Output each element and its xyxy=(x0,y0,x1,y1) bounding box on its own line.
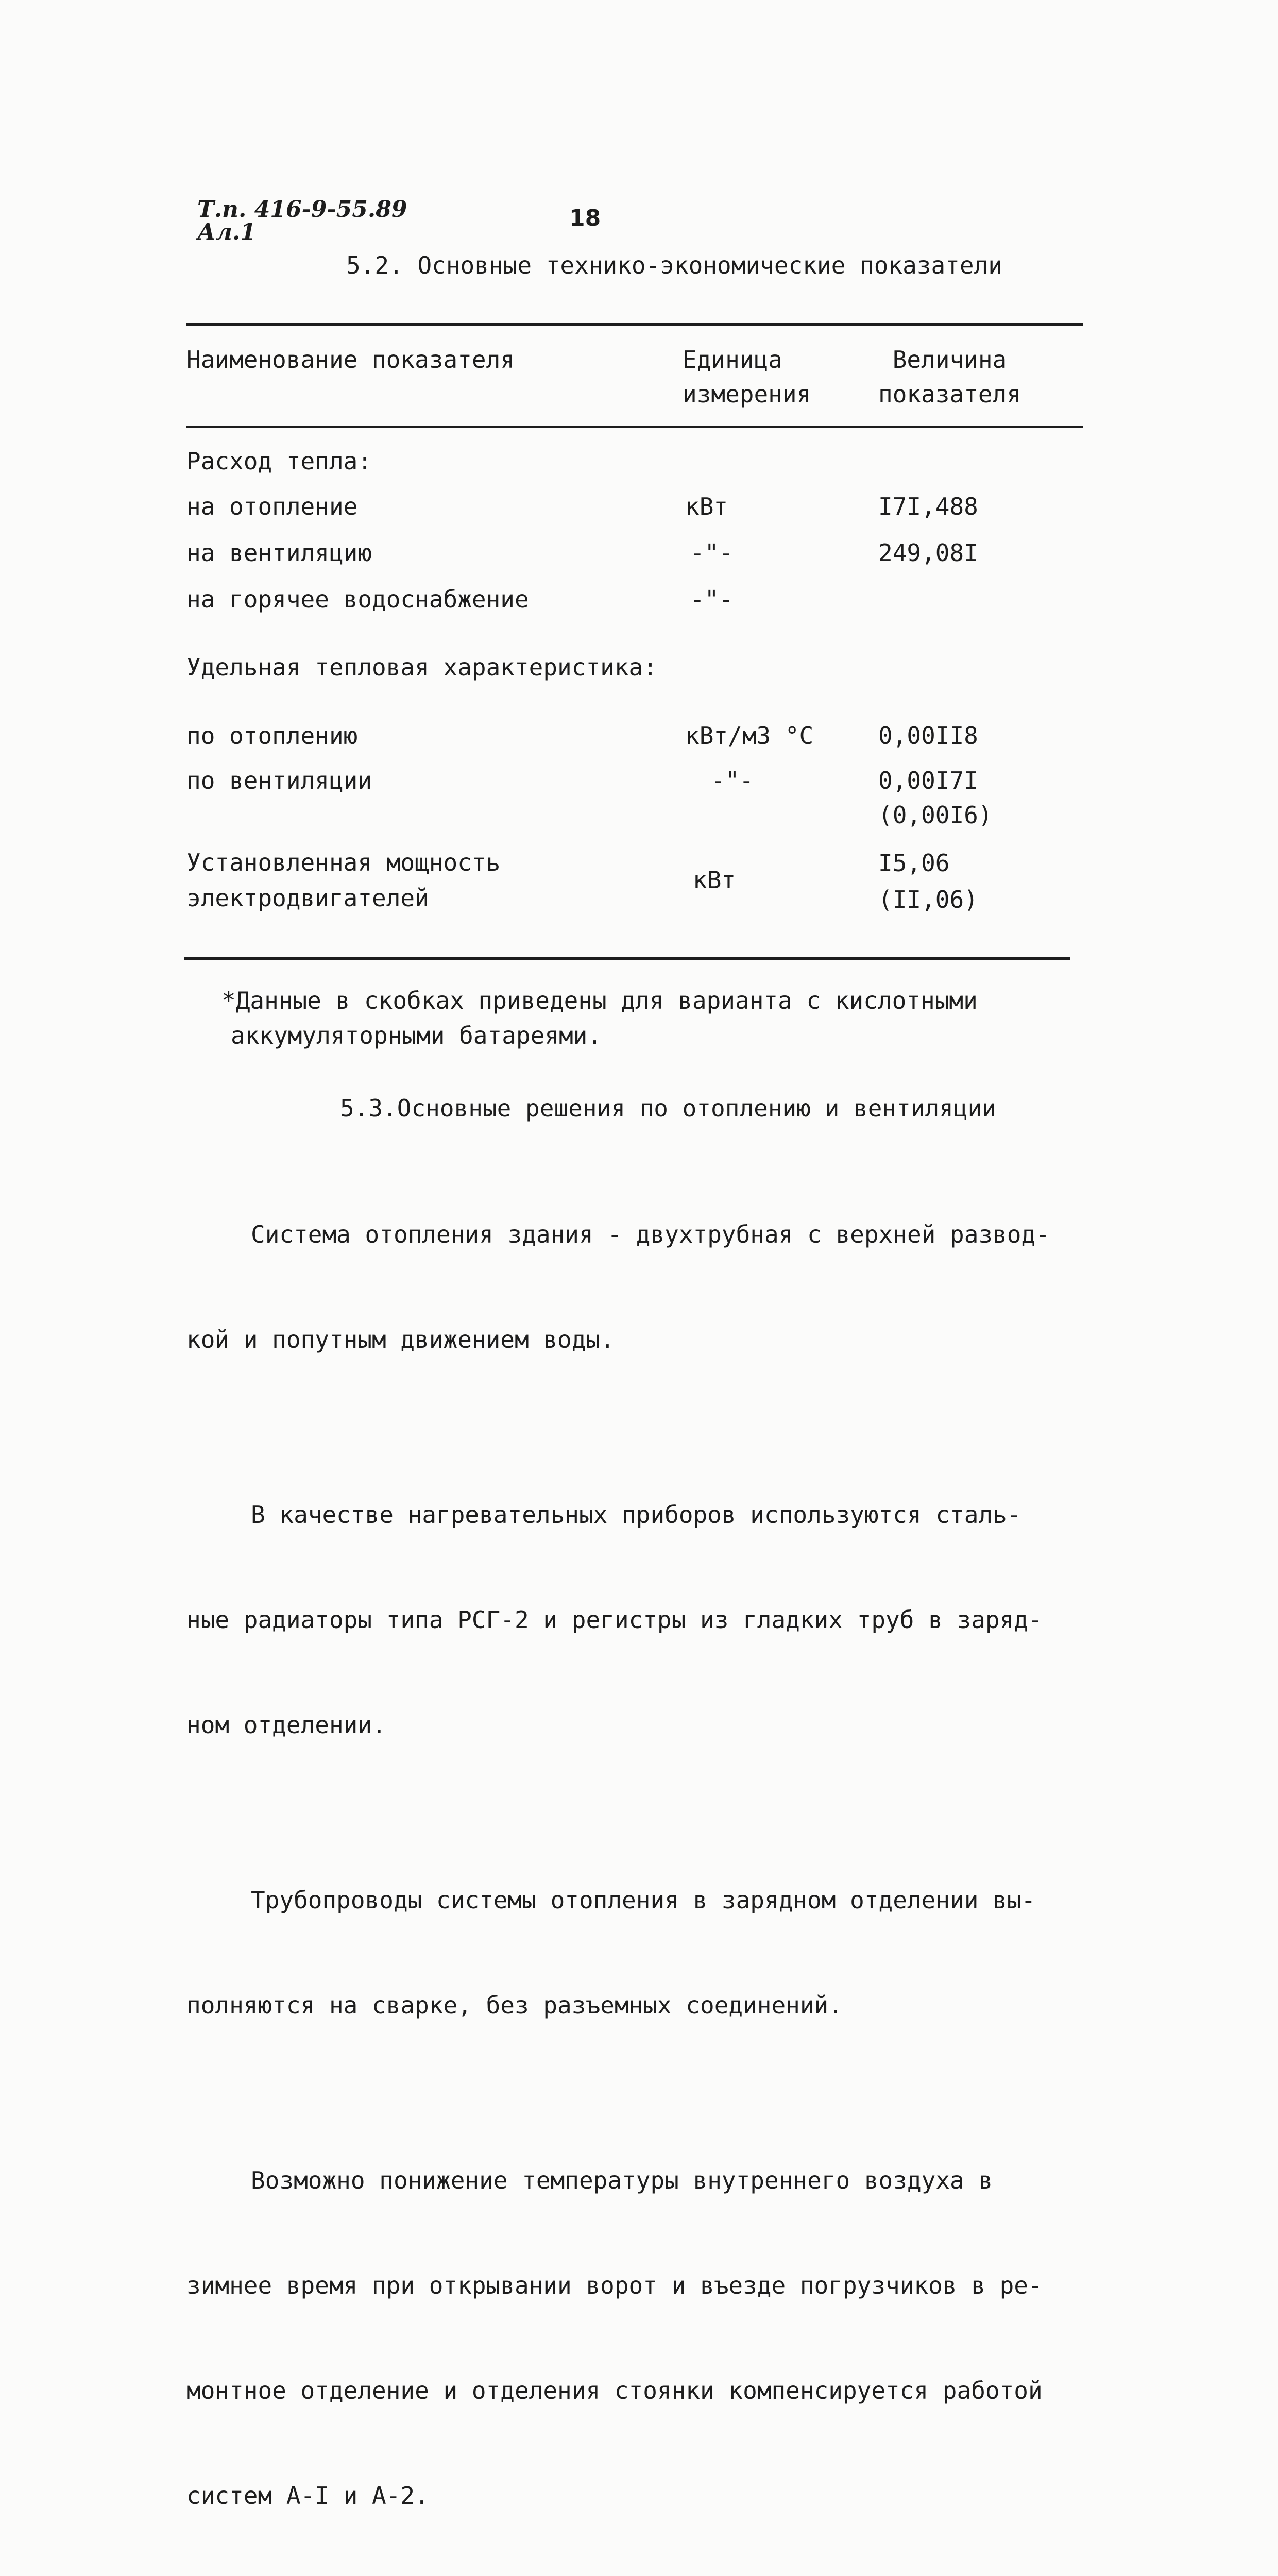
row-unit: -"- xyxy=(690,585,734,613)
header-unit-line1: Единица xyxy=(683,346,782,374)
header-value xyxy=(878,343,1021,411)
table-header-rule xyxy=(186,426,1083,428)
header-value-line1: Величина xyxy=(892,346,1007,374)
table-row xyxy=(186,444,372,479)
stamp-sheet: Ал.1 xyxy=(197,219,256,245)
row-name: на вентиляцию xyxy=(186,539,372,567)
header-unit-line2: измерения xyxy=(683,380,811,408)
row-value-line1: 0,00I7I xyxy=(878,767,978,794)
row-name: на горячее водоснабжение xyxy=(186,585,529,613)
header-value-line2: показателя xyxy=(878,380,1021,408)
footnote-line2: аккумуляторными батареями. xyxy=(231,1022,602,1049)
paragraph-line: полняются на сварке, без разъемных соединений. xyxy=(186,1991,843,2019)
row-value xyxy=(878,845,978,919)
row-value: 249,08I xyxy=(878,539,978,567)
paragraph-line: кой и попутным движением воды. xyxy=(186,1326,615,1353)
row-value-line2: (0,00I6) xyxy=(878,801,993,829)
paragraph-line: Система отопления здания - двухтрубная с верхней развод- xyxy=(251,1221,1050,1248)
paragraph-line: монтное отделение и отделения стоянки компенсируется работой xyxy=(186,2377,1043,2404)
paragraph xyxy=(186,1427,1050,1812)
stamp-code: Т.п. 416-9-55.89 xyxy=(197,196,407,223)
row-value xyxy=(878,764,993,832)
row-unit: кВт xyxy=(693,866,736,894)
page-number: 18 xyxy=(569,205,601,231)
row-name: Удельная тепловая характеристика: xyxy=(186,653,657,681)
row-value-line2: (II,06) xyxy=(878,886,978,914)
paragraph-line: Трубопроводы системы отопления в зарядном отделении вы- xyxy=(251,1886,1036,1914)
row-unit: -"- xyxy=(711,767,754,794)
table-top-rule xyxy=(186,323,1083,326)
header-indicator-name: Наименование показателя xyxy=(186,346,515,374)
row-name: на отопление xyxy=(186,493,358,520)
paragraph-line: зимнее время при открывании ворот и въезде погрузчиков в ре- xyxy=(186,2272,1043,2299)
row-name xyxy=(186,845,500,916)
row-value: I7I,488 xyxy=(878,493,978,520)
section-5-3-title: 5.3.Основные решения по отоплению и вентиляции xyxy=(340,1094,996,1122)
paragraph-line: Возможно понижение температуры внутреннего воздуха в xyxy=(251,2166,993,2194)
row-value-line1: I5,06 xyxy=(878,849,950,877)
body-text xyxy=(186,1147,1050,2576)
row-unit: кВт/м3 °С xyxy=(685,722,814,750)
row-name-line1: Установленная мощность xyxy=(186,849,501,876)
row-name: по вентиляции xyxy=(186,767,372,794)
paragraph-line: ные радиаторы типа РСГ-2 и регистры из гладких труб в заряд- xyxy=(186,1606,1043,1634)
row-unit: кВт xyxy=(685,493,728,520)
row-name: по отоплению xyxy=(186,722,358,750)
footnote-line1: *Данные в скобках приведены для варианта с кислотными xyxy=(221,987,978,1014)
paragraph xyxy=(186,1147,1050,1427)
paragraph-line: В качестве нагревательных приборов используются сталь- xyxy=(251,1501,1021,1529)
row-name: Расход тепла: xyxy=(186,447,372,475)
paragraph xyxy=(186,1812,1050,2093)
paragraph xyxy=(186,2093,1050,2576)
section-5-2-title: 5.2. Основные технико-экономические показатели xyxy=(346,251,1002,279)
paragraph-line: систем А-I и А-2. xyxy=(186,2482,429,2510)
header-unit xyxy=(683,343,811,411)
table-bottom-rule xyxy=(184,957,1070,960)
footnote xyxy=(221,983,978,1053)
document-stamp xyxy=(197,198,407,244)
row-value: 0,00II8 xyxy=(878,722,978,750)
row-unit: -"- xyxy=(690,539,734,567)
paragraph-line: ном отделении. xyxy=(186,1711,386,1739)
row-name-line2: электродвигателей xyxy=(186,884,429,912)
